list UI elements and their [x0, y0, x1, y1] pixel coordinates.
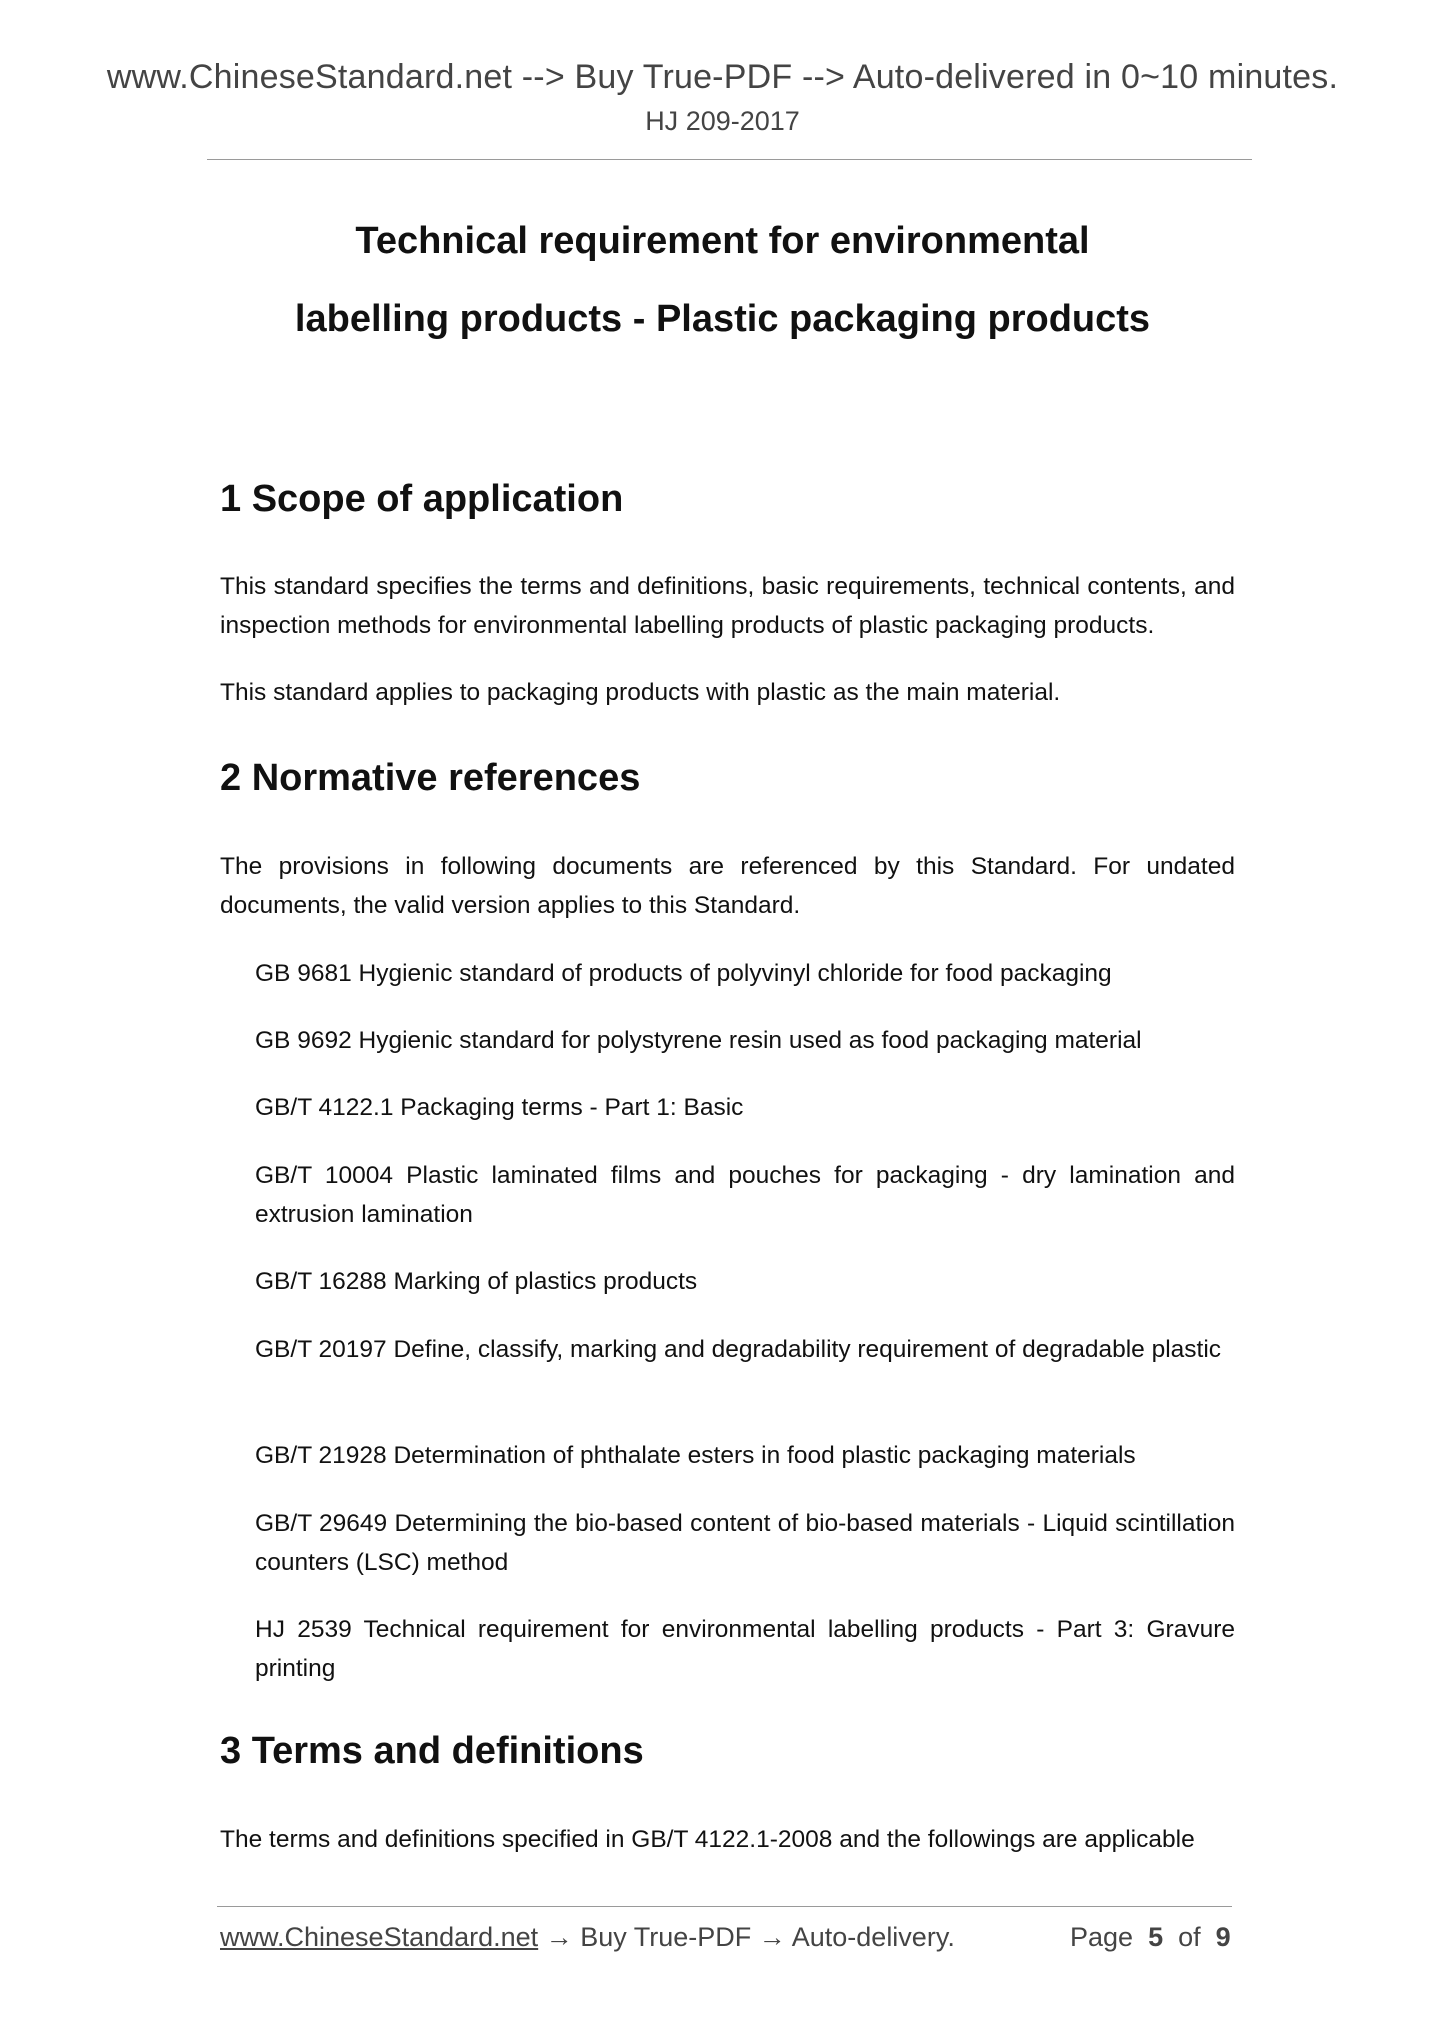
footer-site-link[interactable]: www.ChineseStandard.net: [220, 1922, 539, 1952]
footer-promo-text: → Buy True-PDF → Auto-delivery.: [538, 1922, 955, 1952]
of-label: of: [1178, 1922, 1201, 1952]
section-1-paragraph-2: This standard applies to packaging products with plastic as the main material.: [220, 679, 1061, 706]
standard-code: HJ 209-2017: [645, 106, 800, 136]
reference-item: GB 9681 Hygienic standard of products of polyvinyl chloride for food packaging: [255, 960, 1112, 987]
document-title-line-1: Technical requirement for environmental: [355, 220, 1090, 262]
reference-item: GB/T 20197 Define, classify, marking and degradability requirement of degradable plastic: [255, 1336, 1222, 1363]
footer-divider: [217, 1906, 1232, 1907]
document-title-line-2: labelling products - Plastic packaging products: [294, 298, 1151, 340]
header-banner: www.ChineseStandard.net --> Buy True-PDF --> Auto-delivered in 0~10 minutes.: [106, 58, 1339, 96]
reference-item: GB/T 16288 Marking of plastics products: [255, 1268, 698, 1295]
reference-item: GB/T 21928 Determination of phthalate esters in food plastic packaging materials: [255, 1442, 1136, 1469]
section-2-heading: 2 Normative references: [220, 757, 641, 799]
current-page-number: 5: [1148, 1922, 1164, 1952]
section-2-paragraph-1: The provisions in following documents are referenced by this Standard. For undated documents, the valid version applies to this Standard.: [220, 853, 1235, 919]
section-1-paragraph-1: This standard specifies the terms and definitions, basic requirements, technical contents, and inspection methods for environmental labelling products of plastic packaging products.: [220, 573, 1235, 639]
page-indicator: [1070, 1922, 1231, 1953]
reference-item: GB/T 10004 Plastic laminated films and pouches for packaging - dry lamination and extrusion lamination: [255, 1162, 1235, 1228]
footer-promo: [220, 1922, 955, 1953]
page-label: Page: [1070, 1922, 1134, 1952]
reference-item: GB 9692 Hygienic standard for polystyrene resin used as food packaging material: [255, 1027, 1142, 1054]
reference-item: GB/T 29649 Determining the bio-based content of bio-based materials - Liquid scintillation counters (LSC) method: [255, 1510, 1235, 1576]
section-1-heading: 1 Scope of application: [220, 478, 624, 520]
section-3-paragraph-1: The terms and definitions specified in GB/T 4122.1-2008 and the followings are applicable: [220, 1826, 1195, 1853]
total-page-number: 9: [1215, 1922, 1231, 1952]
reference-item: GB/T 4122.1 Packaging terms - Part 1: Basic: [255, 1094, 744, 1121]
section-3-heading: 3 Terms and definitions: [220, 1730, 644, 1772]
reference-item: HJ 2539 Technical requirement for environmental labelling products - Part 3: Gravure printing: [255, 1616, 1235, 1682]
header-divider: [207, 159, 1252, 160]
